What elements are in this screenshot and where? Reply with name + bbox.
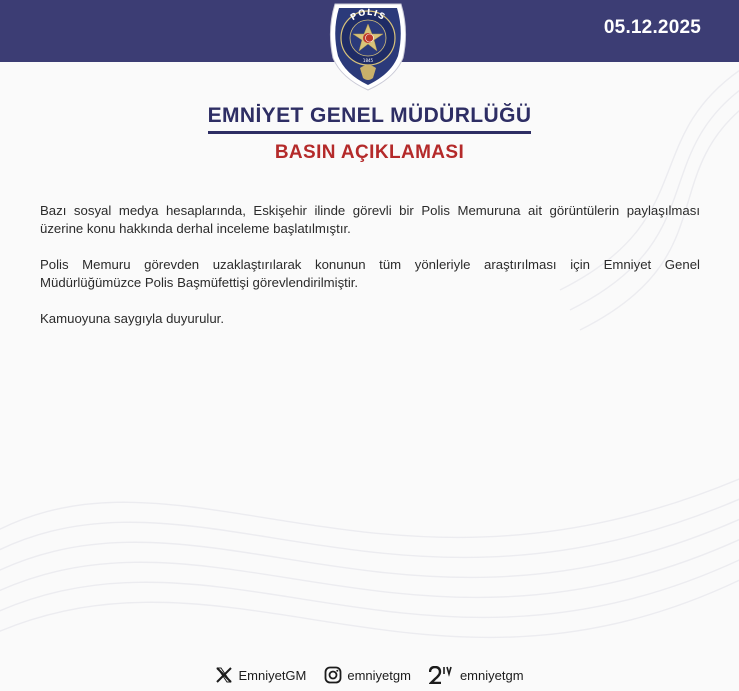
press-release-date: 05.12.2025: [603, 17, 701, 38]
social-footer: [0, 666, 739, 684]
instagram-account-link[interactable]: [324, 666, 411, 684]
x-logo-icon: [215, 666, 233, 684]
title-block: [0, 104, 739, 164]
page-subtitle: BASIN AÇIKLAMASI: [274, 142, 465, 163]
nsosyal-handle: emniyetgm: [459, 667, 524, 683]
x-handle: EmniyetGM: [238, 667, 307, 683]
police-badge-logo: [323, 0, 413, 92]
body-paragraph: Kamuoyuna saygıyla duyurulur.: [40, 311, 224, 326]
page-title: EMNİYET GENEL MÜDÜRLÜĞÜ: [208, 104, 532, 134]
body-paragraph: Polis Memuru görevden uzaklaştırılarak konunun tüm yönleriyle araştırılması için Emniyet Genel Müdürlüğümüzce Polis Başmüfettişi görevlendirilmiştir.: [40, 257, 700, 290]
press-release-body: [40, 202, 700, 346]
nsosyal-icon: [429, 666, 455, 684]
badge-year: 1845: [362, 58, 374, 63]
body-paragraph: Bazı sosyal medya hesaplarında, Eskişehir ilinde görevli bir Polis Memuruna ait görüntülerin paylaşılması üzerine konu hakkında derhal inceleme başlatılmıştır.: [40, 203, 700, 236]
instagram-icon: [324, 666, 342, 684]
badge-label: POLIS: [348, 7, 388, 24]
x-account-link[interactable]: [215, 666, 306, 684]
instagram-handle: emniyetgm: [347, 667, 411, 683]
nsosyal-account-link[interactable]: [429, 666, 524, 684]
